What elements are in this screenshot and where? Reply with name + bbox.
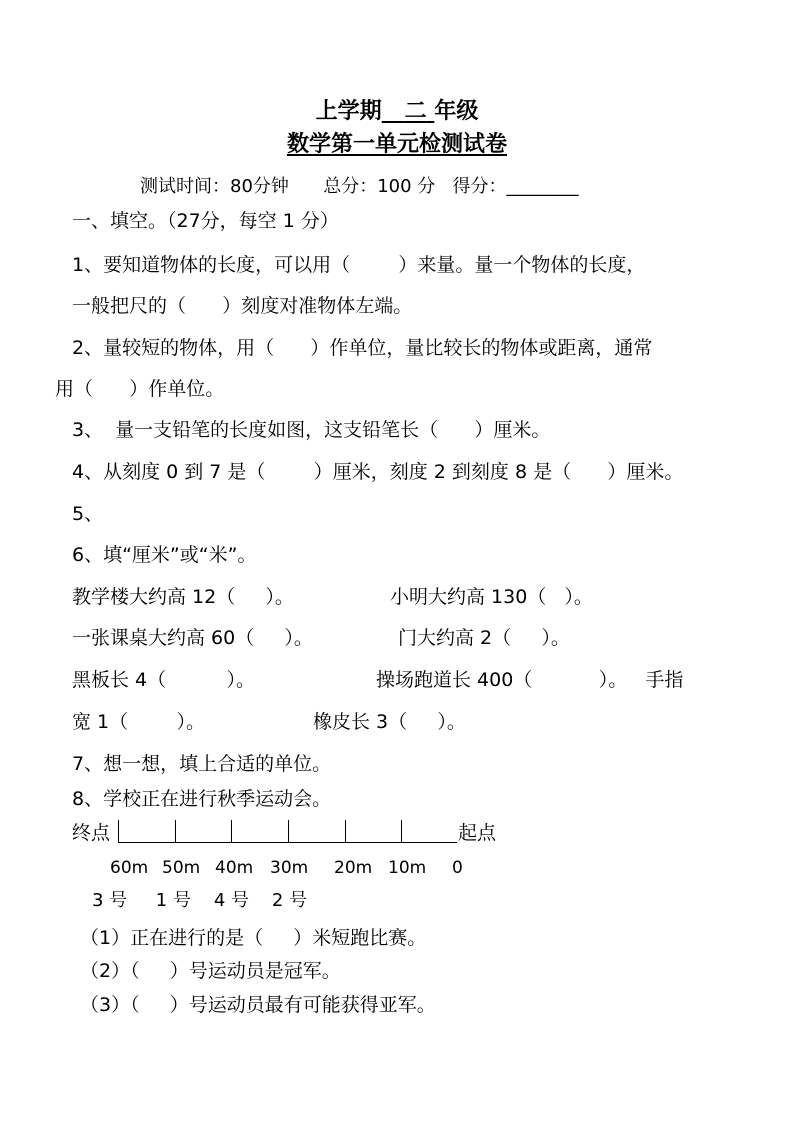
distance-label: 0 [452, 858, 463, 878]
title-prefix: 上学期 [315, 99, 382, 124]
exam-title: 数学第一单元检测试卷 [286, 132, 507, 157]
distance-label: 30m [270, 858, 309, 878]
question-6: 6、填“厘米”或“米”。 [72, 544, 257, 566]
question-1-line-2: 一般把尺的（ ）刻度对准物体左端。 [72, 295, 413, 317]
race-track [118, 820, 457, 843]
item-track: 操场跑道长 400（ ）。 手指 [376, 669, 684, 691]
sub-question-1: （1）正在进行的是（ ）米短跑比赛。 [80, 927, 427, 949]
grade-value: 二 [404, 99, 427, 124]
item-xiaoming: 小明大约高 130（ ）。 [390, 586, 593, 608]
item-desk: 一张课桌大约高 60（ ）。 [72, 627, 313, 649]
question-2-line-2: 用（ ）作单位。 [55, 378, 225, 400]
exam-meta: 测试时间：80分钟 总分：100 分 得分：________ [140, 176, 579, 197]
distance-label: 20m [334, 858, 373, 878]
section-heading: 一、填空。（27分，每空 1 分） [72, 210, 339, 232]
question-8: 8、学校正在进行秋季运动会。 [72, 788, 332, 810]
title-suffix: 年级 [434, 99, 479, 124]
track-tick [401, 820, 402, 842]
item-blackboard: 黑板长 4（ ）。 [72, 669, 256, 691]
item-finger: 宽 1（ ）。 [72, 711, 205, 733]
question-4: 4、从刻度 0 到 7 是（ ）厘米，刻度 2 到刻度 8 是（ ）厘米。 [72, 461, 684, 483]
track-tick [288, 820, 289, 842]
distance-label: 50m [162, 858, 201, 878]
runner-positions: 3 号 1 号 4 号 2 号 [92, 890, 308, 911]
item-building: 教学楼大约高 12（ ）。 [72, 586, 294, 608]
distance-label: 60m [110, 858, 149, 878]
item-eraser: 橡皮长 3（ ）。 [313, 711, 466, 733]
sub-question-2: （2）（ ）号运动员是冠军。 [80, 960, 341, 982]
distance-label: 10m [388, 858, 427, 878]
question-5: 5、 [72, 503, 104, 525]
distance-label: 40m [215, 858, 254, 878]
question-3: 3、 量一支铅笔的长度如图，这支铅笔长（ ）厘米。 [72, 419, 551, 441]
question-2-line-1: 2、量较短的物体，用（ ）作单位，量比较长的物体或距离，通常 [66, 337, 653, 359]
track-tick [175, 820, 176, 842]
question-1-line-1: 1、要知道物体的长度，可以用（ ）来量。量一个物体的长度， [72, 254, 646, 276]
item-door: 门大约高 2（ ）。 [398, 627, 570, 649]
start-label: 起点 [458, 822, 497, 844]
title-line-1 [0, 101, 794, 123]
finish-label: 终点 [72, 822, 111, 844]
sub-question-3: （3）（ ）号运动员最有可能获得亚军。 [80, 994, 436, 1016]
grade-blank [382, 99, 435, 124]
track-tick [345, 820, 346, 842]
question-7: 7、想一想，填上合适的单位。 [72, 753, 332, 775]
track-tick [231, 820, 232, 842]
